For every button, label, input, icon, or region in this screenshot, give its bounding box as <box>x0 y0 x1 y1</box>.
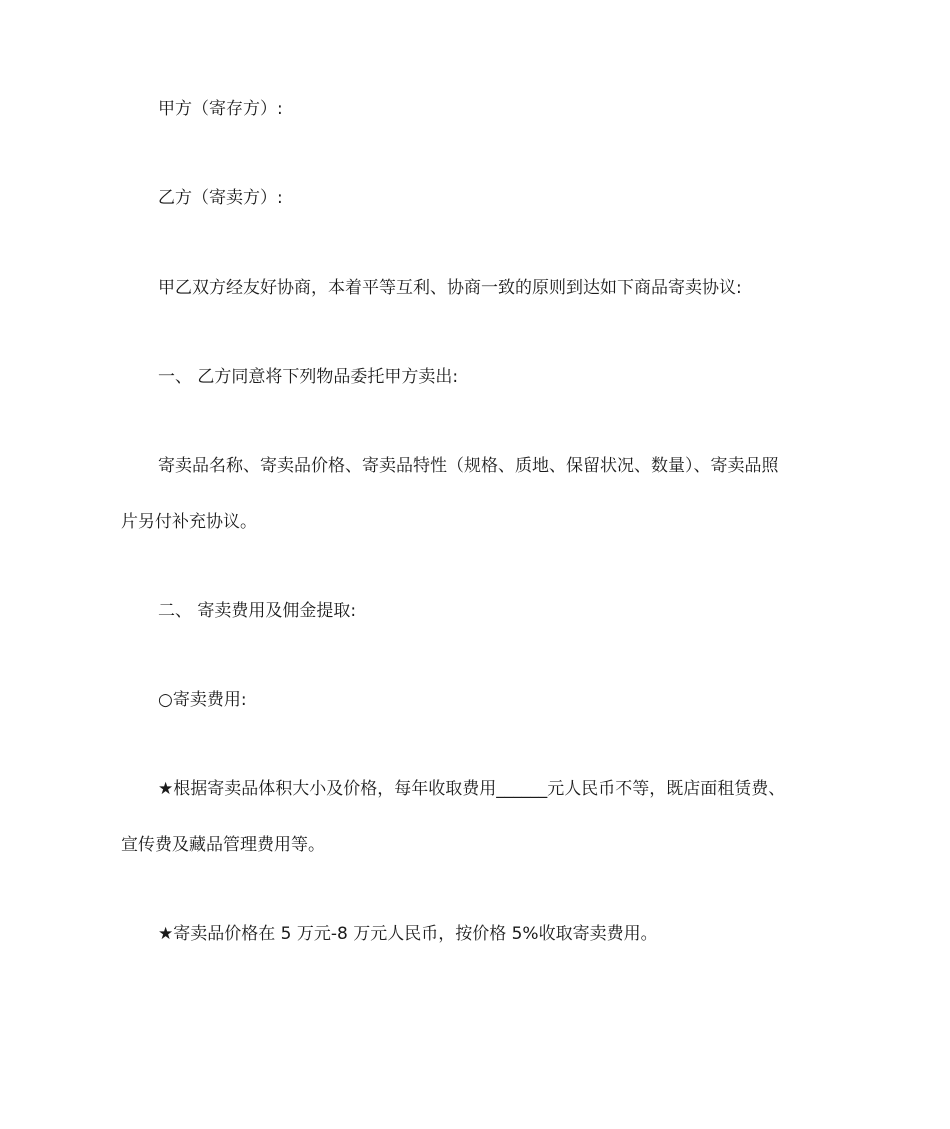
party-a-line: 甲方（寄存方）: <box>158 99 283 119</box>
section-1-heading: 一、 乙方同意将下列物品委托甲方卖出: <box>158 367 459 387</box>
section-2-heading: 二、 寄卖费用及佣金提取: <box>158 601 357 621</box>
fee-item-1-line-2: 宣传费及藏品管理费用等。 <box>121 835 325 855</box>
section-1-body-line-2: 片另付补充协议。 <box>121 512 257 532</box>
fee-item-2: ★寄卖品价格在 5 万元-8 万元人民币，按价格 5%收取寄卖费用。 <box>158 924 658 944</box>
fee-subheading: ○寄卖费用: <box>158 690 247 710</box>
fee-item-1-line-1: ★根据寄卖品体积大小及价格，每年收取费用______元人民币不等，既店面租赁费、 <box>158 779 786 799</box>
section-1-body-line-1: 寄卖品名称、寄卖品价格、寄卖品特性（规格、质地、保留状况、数量）、寄卖品照 <box>158 456 779 476</box>
preamble-paragraph: 甲乙双方经友好协商，本着平等互利、协商一致的原则到达如下商品寄卖协议: <box>158 278 742 298</box>
party-b-line: 乙方（寄卖方）: <box>158 188 283 208</box>
